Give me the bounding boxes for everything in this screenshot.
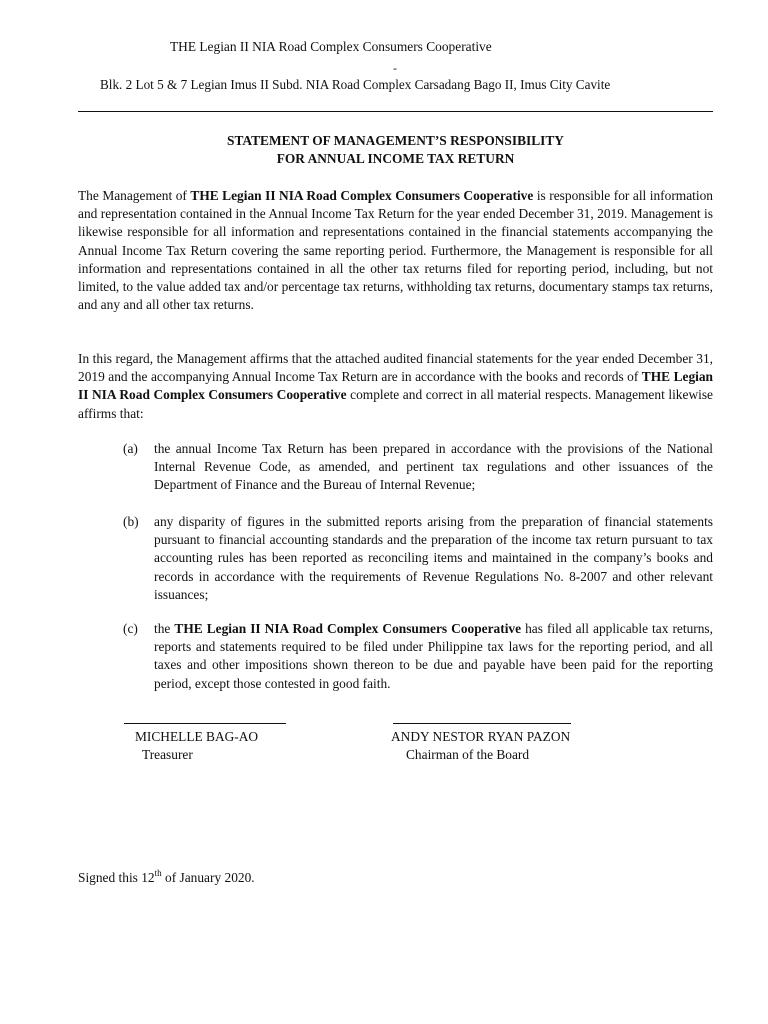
org-address: Blk. 2 Lot 5 & 7 Legian Imus II Subd. NIA Road Complex Carsadang Bago II, Imus City Cavite xyxy=(100,77,611,92)
item-b-marker: (b) xyxy=(123,514,139,529)
item-a-marker: (a) xyxy=(123,441,138,456)
para2-text-post: complete and correct in all material respects. Management likewise affirms that: xyxy=(78,387,713,421)
item-c-org-name: THE Legian II NIA Road Complex Consumers Cooperative xyxy=(174,621,522,636)
para1-org-name: THE Legian II NIA Road Complex Consumers Cooperative xyxy=(190,188,534,203)
item-c-text-pre: the xyxy=(154,621,175,636)
para2-text-pre: In this regard, the Management affirms that the attached audited financial statements for the year ended December 31, 2019 and the accompanying Annual Income Tax Return are in accordance with the books and records of xyxy=(78,351,713,385)
signed-text-post: of January 2020. xyxy=(161,870,255,885)
header-dash: - xyxy=(393,61,397,75)
item-a-text: the annual Income Tax Return has been prepared in accordance with the provisions of the National Internal Revenue Code, as amended, and pertinent tax regulations and other issuances of the Department of Finance and the Bureau of Internal Revenue; xyxy=(154,441,713,493)
title-line-2: FOR ANNUAL INCOME TAX RETURN xyxy=(276,151,515,166)
header-divider xyxy=(78,111,713,112)
list-item-b xyxy=(123,513,713,604)
org-name-header: THE Legian II NIA Road Complex Consumers Cooperative xyxy=(170,39,492,54)
paragraph-responsibility xyxy=(78,187,713,314)
signature-line-chairman xyxy=(393,723,571,724)
signatory-title-treasurer: Treasurer xyxy=(142,747,193,762)
signatory-title-chairman: Chairman of the Board xyxy=(406,747,530,762)
signatory-name-treasurer: MICHELLE BAG-AO xyxy=(135,729,259,744)
item-c-text xyxy=(154,620,713,693)
title-line-1: STATEMENT OF MANAGEMENT’S RESPONSIBILITY xyxy=(227,133,564,148)
signed-text-pre: Signed this 12 xyxy=(78,870,155,885)
signatory-name-chairman: ANDY NESTOR RYAN PAZON xyxy=(391,729,571,744)
item-b-text: any disparity of figures in the submitted reports arising from the preparation of financial statements pursuant to financial accounting standards and the preparation of the income tax return pursuant to tax accounting rules has been reported as reconciling items and maintained in the company’s books and records in accordance with the requirements of Revenue Regulations No. 8-2007 and other relevant issuances; xyxy=(154,514,713,602)
list-item-a xyxy=(123,440,713,495)
list-item-c xyxy=(123,620,713,693)
item-c-marker: (c) xyxy=(123,621,138,636)
item-c-text-post: has filed all applicable tax returns, reports and statements required to be filed under Philippine tax laws for the reporting period, and all taxes and other impositions shown thereon to be due and payable have been paid for the reporting period, except those contested in good faith. xyxy=(154,621,713,691)
para2-org-name: THE Legian II NIA Road Complex Consumers Cooperative xyxy=(78,369,713,403)
signature-line-treasurer xyxy=(124,723,286,724)
signed-date xyxy=(78,869,255,887)
para1-text-post: is responsible for all information and representation contained in the Annual Income Tax Return for the year ended December 31, 2019. Management is likewise responsible for all information and representations contained in the financial statements accompanying the Annual Income Tax Return covering the same reporting period. Furthermore, the Management is responsible for all information and representations contained in all the other tax returns filed for reporting period, including, but not limited, to the value added tax and/or percentage tax returns, withholding tax returns, documentary stamps tax returns, and any and all other tax returns. xyxy=(78,188,713,313)
para1-text-pre: The Management of xyxy=(78,188,191,203)
signed-ordinal-suffix: th xyxy=(154,868,162,878)
document-title xyxy=(78,132,713,168)
paragraph-affirmation xyxy=(78,350,713,423)
